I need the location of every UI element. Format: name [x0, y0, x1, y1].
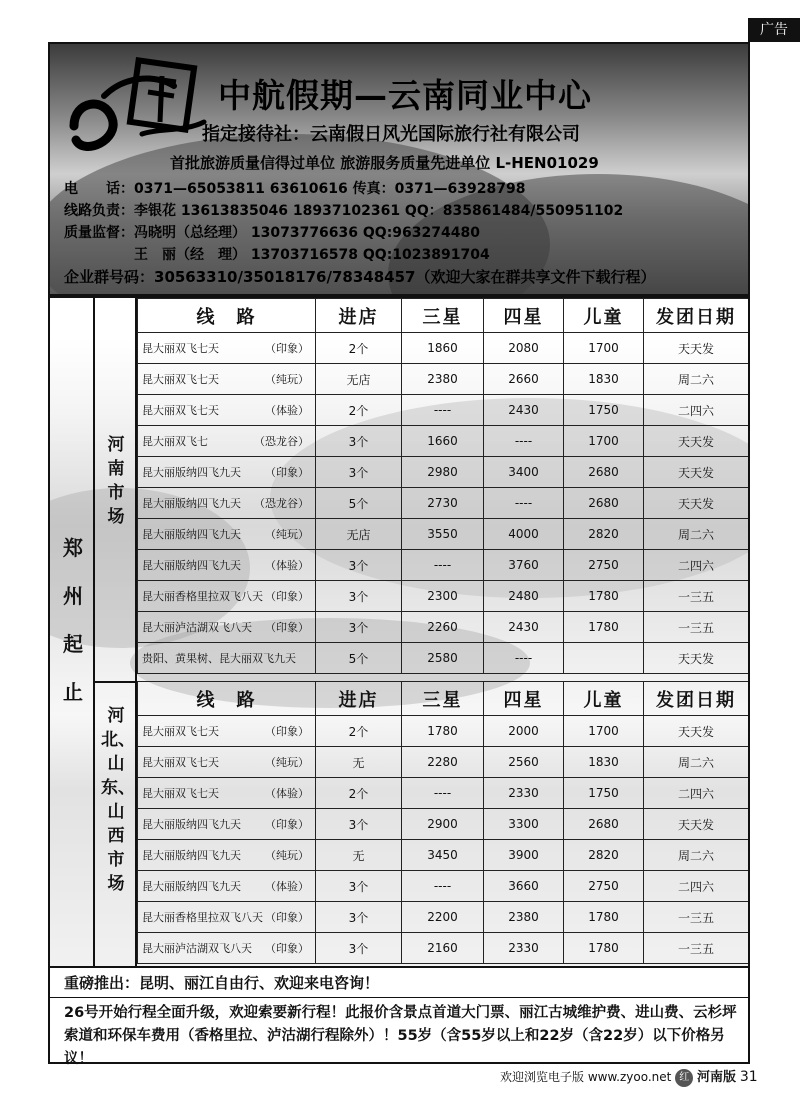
- shop-count-cell: 3个: [316, 809, 402, 840]
- child-price-cell: 1780: [564, 902, 644, 933]
- quality-supervisor-line: 质量监督：冯晓明（总经理） 13073776636 QQ:963274480: [64, 225, 480, 241]
- route-name-cell: [138, 778, 316, 809]
- shop-count-cell: 5个: [316, 488, 402, 519]
- route-name: 昆大丽双飞七天: [142, 342, 219, 355]
- route-tag: （印象）: [265, 942, 309, 955]
- child-price-cell: 1700: [564, 426, 644, 457]
- departure-date-cell: 一三五: [644, 933, 749, 964]
- kaixin-logo-icon: [64, 56, 214, 166]
- departure-date-cell: 天天发: [644, 333, 749, 364]
- three-star-price-cell: 1780: [402, 716, 484, 747]
- three-star-price-cell: 3550: [402, 519, 484, 550]
- route-tag: （体验）: [265, 559, 309, 572]
- header-child: 儿童: [564, 299, 644, 333]
- market-label-henan: 河南市场: [107, 435, 125, 527]
- header-shop: 进店: [316, 682, 402, 716]
- four-star-price-cell: 3760: [484, 550, 564, 581]
- three-star-price-cell: 2980: [402, 457, 484, 488]
- table-row: [138, 840, 749, 871]
- route-tag: （纯玩）: [265, 849, 309, 862]
- route-tag: （纯玩）: [265, 373, 309, 386]
- page-number: 31: [739, 1069, 758, 1085]
- shop-count-cell: 2个: [316, 395, 402, 426]
- footer-edition: 河南版: [697, 1070, 737, 1085]
- four-star-price-cell: 2480: [484, 581, 564, 612]
- route-name-cell: [138, 716, 316, 747]
- manager-line: 王 丽（经 理） 13703716578 QQ:1023891704: [64, 247, 490, 263]
- shop-count-cell: 3个: [316, 581, 402, 612]
- shop-count-cell: 无: [316, 747, 402, 778]
- route-tag: （体验）: [265, 880, 309, 893]
- four-star-price-cell: 2330: [484, 778, 564, 809]
- header-4star: 四星: [484, 682, 564, 716]
- route-name: 昆大丽版纳四飞九天: [142, 849, 241, 862]
- four-star-price-cell: 2330: [484, 933, 564, 964]
- departure-date-cell: 天天发: [644, 643, 749, 674]
- route-tag: （印象）: [265, 590, 309, 603]
- four-star-price-cell: 4000: [484, 519, 564, 550]
- four-star-price-cell: 3900: [484, 840, 564, 871]
- header-banner: [50, 44, 748, 294]
- route-name: 昆大丽双飞七天: [142, 725, 219, 738]
- departure-date-cell: 一三五: [644, 612, 749, 643]
- market-label-hebei: 河北、山东、山西市场: [101, 706, 135, 894]
- four-star-price-cell: 2380: [484, 902, 564, 933]
- table-row: [138, 581, 749, 612]
- child-price-cell: [564, 643, 644, 674]
- group-number-line: 企业群号码：30563310/35018176/78348457（欢迎大家在群共享文件下载行程）: [64, 268, 656, 286]
- table-row: [138, 395, 749, 426]
- child-price-cell: 2680: [564, 488, 644, 519]
- route-tag: （纯玩）: [265, 756, 309, 769]
- table-row: [138, 488, 749, 519]
- child-price-cell: 2680: [564, 457, 644, 488]
- three-star-price-cell: ----: [402, 778, 484, 809]
- market-column: [95, 298, 137, 966]
- child-price-cell: 1830: [564, 364, 644, 395]
- shop-count-cell: 2个: [316, 333, 402, 364]
- shop-count-cell: 3个: [316, 871, 402, 902]
- four-star-price-cell: 3400: [484, 457, 564, 488]
- route-name: 昆大丽版纳四飞九天: [142, 497, 241, 510]
- route-name-cell: [138, 840, 316, 871]
- four-star-price-cell: 2080: [484, 333, 564, 364]
- route-name-cell: [138, 364, 316, 395]
- route-name-cell: [138, 871, 316, 902]
- route-name: 昆大丽双飞七: [142, 435, 208, 448]
- departure-date-cell: 天天发: [644, 809, 749, 840]
- header-3star: 三星: [402, 299, 484, 333]
- departure-date-cell: 二四六: [644, 550, 749, 581]
- header-route: 线 路: [138, 299, 316, 333]
- three-star-price-cell: ----: [402, 550, 484, 581]
- route-name: 昆大丽香格里拉双飞八天: [142, 911, 263, 924]
- child-price-cell: 1780: [564, 612, 644, 643]
- departure-date-cell: 天天发: [644, 426, 749, 457]
- child-price-cell: 2750: [564, 550, 644, 581]
- table-row: [138, 871, 749, 902]
- ad-frame: [48, 42, 750, 1067]
- three-star-price-cell: 2580: [402, 643, 484, 674]
- route-name-cell: [138, 519, 316, 550]
- route-name-cell: [138, 457, 316, 488]
- three-star-price-cell: 3450: [402, 840, 484, 871]
- three-star-price-cell: ----: [402, 395, 484, 426]
- route-tag: （纯玩）: [265, 528, 309, 541]
- shop-count-cell: 5个: [316, 643, 402, 674]
- certification-line: 首批旅游质量信得过单位 旅游服务质量先进单位 L-HEN01029: [170, 154, 599, 172]
- route-name: 昆大丽版纳四飞九天: [142, 528, 241, 541]
- departure-date-cell: 二四六: [644, 395, 749, 426]
- table-row: [138, 902, 749, 933]
- four-star-price-cell: ----: [484, 488, 564, 519]
- route-name-cell: [138, 902, 316, 933]
- three-star-price-cell: 2900: [402, 809, 484, 840]
- table-header-row: [138, 299, 749, 333]
- table-row: [138, 333, 749, 364]
- departure-city-label: 郑州起止: [63, 536, 83, 704]
- shop-count-cell: 无店: [316, 364, 402, 395]
- route-name-cell: [138, 550, 316, 581]
- route-tag: （印象）: [265, 466, 309, 479]
- route-name-cell: [138, 643, 316, 674]
- page-footer: [500, 1066, 758, 1087]
- child-price-cell: 2820: [564, 519, 644, 550]
- table-row: [138, 643, 749, 674]
- departure-city-column: [50, 298, 95, 966]
- departure-date-cell: 周二六: [644, 840, 749, 871]
- route-tag: （体验）: [265, 787, 309, 800]
- four-star-price-cell: 3660: [484, 871, 564, 902]
- header-route: 线 路: [138, 682, 316, 716]
- header-shop: 进店: [316, 299, 402, 333]
- shop-count-cell: 2个: [316, 716, 402, 747]
- price-table-area: [50, 298, 748, 966]
- route-name: 昆大丽版纳四飞九天: [142, 466, 241, 479]
- route-name: 昆大丽双飞七天: [142, 756, 219, 769]
- header-date: 发团日期: [644, 299, 749, 333]
- route-name: 昆大丽香格里拉双飞八天: [142, 590, 263, 603]
- ad-label: 广告: [748, 18, 800, 42]
- route-name-cell: [138, 747, 316, 778]
- header-3star: 三星: [402, 682, 484, 716]
- route-tag: （印象）: [265, 818, 309, 831]
- child-price-cell: 2680: [564, 809, 644, 840]
- shop-count-cell: 3个: [316, 457, 402, 488]
- departure-date-cell: 周二六: [644, 519, 749, 550]
- table-row: [138, 747, 749, 778]
- price-table-henan: [137, 298, 748, 674]
- route-tag: （体验）: [265, 404, 309, 417]
- shop-count-cell: 无: [316, 840, 402, 871]
- route-name-cell: [138, 612, 316, 643]
- four-star-price-cell: 2000: [484, 716, 564, 747]
- three-star-price-cell: 1660: [402, 426, 484, 457]
- three-star-price-cell: 2380: [402, 364, 484, 395]
- route-tag: （印象）: [265, 621, 309, 634]
- departure-date-cell: 天天发: [644, 488, 749, 519]
- child-price-cell: 2820: [564, 840, 644, 871]
- child-price-cell: 1750: [564, 395, 644, 426]
- route-name: 昆大丽版纳四飞九天: [142, 559, 241, 572]
- four-star-price-cell: 2430: [484, 395, 564, 426]
- departure-date-cell: 周二六: [644, 364, 749, 395]
- route-name: 昆大丽双飞七天: [142, 787, 219, 800]
- departure-date-cell: 周二六: [644, 747, 749, 778]
- shop-count-cell: 3个: [316, 902, 402, 933]
- departure-date-cell: 一三五: [644, 581, 749, 612]
- notice-headline: 重磅推出：昆明、丽江自由行、欢迎来电咨询！: [50, 968, 748, 998]
- departure-date-cell: 天天发: [644, 457, 749, 488]
- table-row: [138, 426, 749, 457]
- table-row: [138, 519, 749, 550]
- footer-badge-icon: 红: [675, 1069, 693, 1087]
- route-name: 昆大丽版纳四飞九天: [142, 880, 241, 893]
- notice-section: [50, 966, 748, 1071]
- notice-body: 26号开始行程全面升级，欢迎索要新行程！此报价含景点首道大门票、丽江古城维护费、进山费、云杉坪索道和环保车费用（香格里拉、泸沽湖行程除外）！55岁（含55岁以上和22岁（含22岁）以下价格另议！: [64, 1005, 737, 1067]
- three-star-price-cell: 2300: [402, 581, 484, 612]
- route-name-cell: [138, 809, 316, 840]
- three-star-price-cell: ----: [402, 871, 484, 902]
- route-name: 昆大丽泸沽湖双飞八天: [142, 942, 252, 955]
- three-star-price-cell: 2730: [402, 488, 484, 519]
- phone-line: 电 话：0371—65053811 63610616 传真：0371—63928798: [64, 181, 526, 197]
- price-table-hebei: [137, 681, 748, 964]
- table-row: [138, 933, 749, 964]
- route-tag: （印象）: [265, 342, 309, 355]
- child-price-cell: 1750: [564, 778, 644, 809]
- route-name: 昆大丽版纳四飞九天: [142, 818, 241, 831]
- child-price-cell: 1780: [564, 581, 644, 612]
- table-row: [138, 716, 749, 747]
- shop-count-cell: 3个: [316, 933, 402, 964]
- three-star-price-cell: 2260: [402, 612, 484, 643]
- route-name: 昆大丽泸沽湖双飞八天: [142, 621, 252, 634]
- three-star-price-cell: 2200: [402, 902, 484, 933]
- footer-site: 欢迎浏览电子版 www.zyoo.net: [500, 1070, 672, 1084]
- header-child: 儿童: [564, 682, 644, 716]
- route-name: 昆大丽双飞七天: [142, 404, 219, 417]
- shop-count-cell: 3个: [316, 612, 402, 643]
- route-manager-line: 线路负责：李银花 13613835046 18937102361 QQ：835861484/550951102: [64, 203, 624, 219]
- shop-count-cell: 2个: [316, 778, 402, 809]
- route-tag: （恐龙谷）: [254, 497, 309, 510]
- table-header-row: [138, 682, 749, 716]
- departure-date-cell: 一三五: [644, 902, 749, 933]
- shop-count-cell: 3个: [316, 550, 402, 581]
- child-price-cell: 1830: [564, 747, 644, 778]
- table-row: [138, 364, 749, 395]
- four-star-price-cell: ----: [484, 426, 564, 457]
- shop-count-cell: 3个: [316, 426, 402, 457]
- table-row: [138, 550, 749, 581]
- route-name-cell: [138, 395, 316, 426]
- route-tag: （印象）: [265, 911, 309, 924]
- departure-date-cell: 天天发: [644, 716, 749, 747]
- table-row: [138, 778, 749, 809]
- child-price-cell: 1700: [564, 716, 644, 747]
- three-star-price-cell: 2160: [402, 933, 484, 964]
- child-price-cell: 1780: [564, 933, 644, 964]
- designated-agency: 指定接待社：云南假日风光国际旅行社有限公司: [202, 124, 580, 145]
- shop-count-cell: 无店: [316, 519, 402, 550]
- three-star-price-cell: 2280: [402, 747, 484, 778]
- company-title: 中航假期—云南同业中心: [218, 76, 592, 115]
- four-star-price-cell: 2660: [484, 364, 564, 395]
- route-tag: （恐龙谷）: [254, 435, 309, 448]
- departure-date-cell: 二四六: [644, 778, 749, 809]
- route-name-cell: [138, 333, 316, 364]
- route-name-cell: [138, 933, 316, 964]
- four-star-price-cell: 2560: [484, 747, 564, 778]
- child-price-cell: 1700: [564, 333, 644, 364]
- route-name-cell: [138, 488, 316, 519]
- header-4star: 四星: [484, 299, 564, 333]
- four-star-price-cell: 2430: [484, 612, 564, 643]
- route-name: 贵阳、黄果树、昆大丽双飞九天: [142, 652, 296, 665]
- three-star-price-cell: 1860: [402, 333, 484, 364]
- header-date: 发团日期: [644, 682, 749, 716]
- route-tag: （印象）: [265, 725, 309, 738]
- table-row: [138, 809, 749, 840]
- table-row: [138, 612, 749, 643]
- four-star-price-cell: ----: [484, 643, 564, 674]
- table-row: [138, 457, 749, 488]
- departure-date-cell: 二四六: [644, 871, 749, 902]
- route-name: 昆大丽双飞七天: [142, 373, 219, 386]
- child-price-cell: 2750: [564, 871, 644, 902]
- four-star-price-cell: 3300: [484, 809, 564, 840]
- route-name-cell: [138, 581, 316, 612]
- route-name-cell: [138, 426, 316, 457]
